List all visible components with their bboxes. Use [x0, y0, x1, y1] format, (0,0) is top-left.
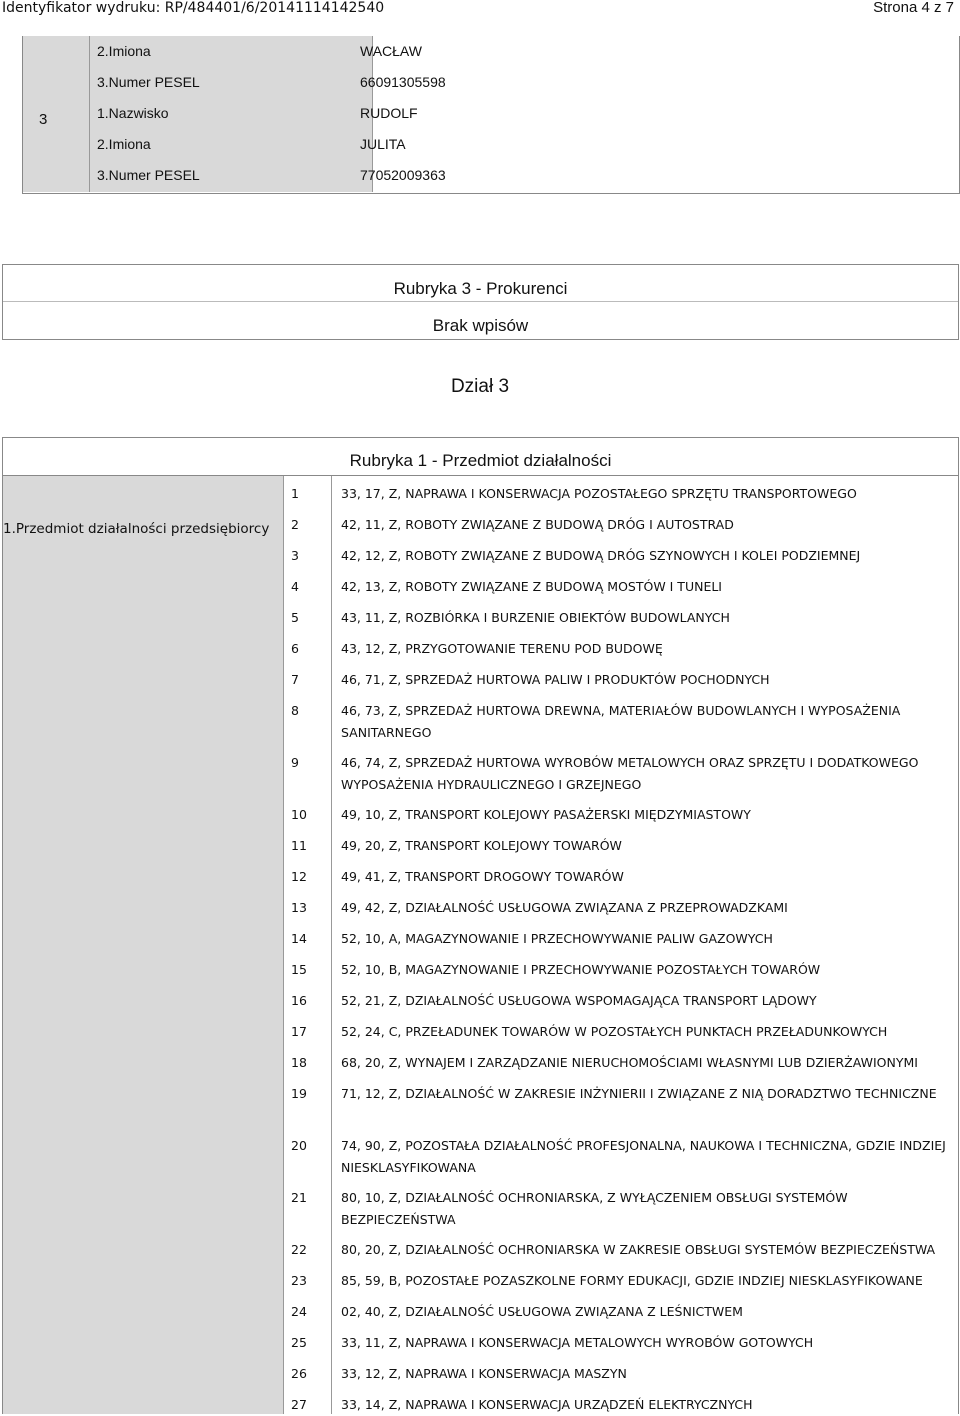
person-number: 3 [39, 111, 48, 128]
page-header [0, 0, 960, 22]
rubryka-1-title: Rubryka 1 - Przedmiot działalności [349, 451, 612, 470]
activity-number: 2 [291, 517, 299, 532]
page-number: Strona 4 z 7 [873, 0, 954, 16]
activity-number: 26 [291, 1366, 307, 1381]
activity-number: 1 [291, 486, 299, 501]
activity-number: 10 [291, 807, 307, 822]
field-value: RUDOLF [360, 105, 418, 121]
divider [3, 301, 958, 302]
activity-text: 74, 90, Z, POZOSTAŁA DZIAŁALNOŚĆ PROFESJONALNA, NAUKOWA I TECHNICZNA, GDZIE INDZIEJ NIESKLASYFIKOWANA [341, 1138, 946, 1175]
activity-number: 21 [291, 1190, 307, 1205]
person-number-cell [23, 36, 90, 192]
activity-text: 46, 73, Z, SPRZEDAŻ HURTOWA DREWNA, MATERIAŁÓW BUDOWLANYCH I WYPOSAŻENIA SANITARNEGO [341, 703, 901, 740]
activity-text: 80, 10, Z, DZIAŁALNOŚĆ OCHRONIARSKA, Z WYŁĄCZENIEM OBSŁUGI SYSTEMÓW BEZPIECZEŃSTWA [341, 1190, 848, 1227]
activity-number: 20 [291, 1138, 307, 1153]
activity-number: 19 [291, 1086, 307, 1101]
activity-number: 16 [291, 993, 307, 1008]
field-label: 1.Nazwisko [97, 105, 169, 121]
activity-number: 6 [291, 641, 299, 656]
activity-text: 52, 24, C, PRZEŁADUNEK TOWARÓW W POZOSTAŁYCH PUNKTACH PRZEŁADUNKOWYCH [341, 1024, 888, 1039]
activity-text: 33, 14, Z, NAPRAWA I KONSERWACJA URZĄDZEŃ ELEKTRYCZNYCH [341, 1397, 753, 1412]
label-column [3, 476, 284, 1414]
activity-text: 42, 13, Z, ROBOTY ZWIĄZANE Z BUDOWĄ MOSTÓW I TUNELI [341, 579, 722, 594]
activity-number: 13 [291, 900, 307, 915]
rubryka-3-title: Rubryka 3 - Prokurenci [393, 279, 568, 298]
activity-text: 46, 74, Z, SPRZEDAŻ HURTOWA WYROBÓW METALOWYCH ORAZ SPRZĘTU I DODATKOWEGO WYPOSAŻENIA HYDRAULICZNEGO I GRZEJNEGO [341, 755, 919, 792]
activity-number: 12 [291, 869, 307, 884]
activity-text: 49, 10, Z, TRANSPORT KOLEJOWY PASAŻERSKI MIĘDZYMIASTOWY [341, 807, 751, 822]
field-value: WACŁAW [360, 43, 422, 59]
activity-number: 9 [291, 755, 299, 770]
field-value: 66091305598 [360, 74, 446, 90]
print-identifier: Identyfikator wydruku: RP/484401/6/20141114142540 [2, 0, 385, 16]
activity-text: 52, 10, B, MAGAZYNOWANIE I PRZECHOWYWANIE POZOSTAŁYCH TOWARÓW [341, 962, 821, 977]
activity-number: 5 [291, 610, 299, 625]
field-value: 77052009363 [360, 167, 446, 183]
activity-text: 33, 11, Z, NAPRAWA I KONSERWACJA METALOWYCH WYROBÓW GOTOWYCH [341, 1335, 814, 1350]
people-table [22, 36, 960, 194]
section-title: Dział 3 [450, 376, 510, 397]
activity-text: 85, 59, B, POZOSTAŁE POZASZKOLNE FORMY EDUKACJI, GDZIE INDZIEJ NIESKLASYFIKOWANE [341, 1273, 923, 1288]
field-label: 3.Numer PESEL [97, 74, 200, 90]
activity-text: 52, 21, Z, DZIAŁALNOŚĆ USŁUGOWA WSPOMAGAJĄCA TRANSPORT LĄDOWY [341, 993, 817, 1008]
activity-text: 49, 20, Z, TRANSPORT KOLEJOWY TOWARÓW [341, 838, 622, 853]
activity-number: 17 [291, 1024, 307, 1039]
empty-entries-text: Brak wpisów [432, 316, 529, 335]
activity-text: 68, 20, Z, WYNAJEM I ZARZĄDZANIE NIERUCHOMOŚCIAMI WŁASNYMI LUB DZIERŻAWIONYMI [341, 1055, 918, 1070]
field-label: 2.Imiona [97, 43, 151, 59]
activity-number: 24 [291, 1304, 307, 1319]
activity-text: 71, 12, Z, DZIAŁALNOŚĆ W ZAKRESIE INŻYNIERII I ZWIĄZANE Z NIĄ DORADZTWO TECHNICZNE [341, 1086, 937, 1101]
activity-number: 11 [291, 838, 307, 853]
activity-number: 15 [291, 962, 307, 977]
rubryka-3-box [2, 264, 959, 340]
activity-text: 42, 12, Z, ROBOTY ZWIĄZANE Z BUDOWĄ DRÓG SZYNOWYCH I KOLEI PODZIEMNEJ [341, 548, 861, 563]
activity-text: 49, 42, Z, DZIAŁALNOŚĆ USŁUGOWA ZWIĄZANA Z PRZEPROWADZKAMI [341, 900, 788, 915]
activity-number: 8 [291, 703, 299, 718]
field-label: 2.Imiona [97, 136, 151, 152]
activity-text: 80, 20, Z, DZIAŁALNOŚĆ OCHRONIARSKA W ZAKRESIE OBSŁUGI SYSTEMÓW BEZPIECZEŃSTWA [341, 1242, 936, 1257]
field-label: 1.Przedmiot działalności przedsiębiorcy [3, 521, 270, 537]
activity-number: 27 [291, 1397, 307, 1412]
activity-number: 3 [291, 548, 299, 563]
activity-text: 43, 12, Z, PRZYGOTOWANIE TERENU POD BUDOWĘ [341, 641, 663, 656]
field-label: 3.Numer PESEL [97, 167, 200, 183]
activity-text: 52, 10, A, MAGAZYNOWANIE I PRZECHOWYWANIE PALIW GAZOWYCH [341, 931, 773, 946]
activity-number: 7 [291, 672, 299, 687]
activity-number: 4 [291, 579, 299, 594]
activity-text: 49, 41, Z, TRANSPORT DROGOWY TOWARÓW [341, 869, 624, 884]
rubryka-1-box [2, 437, 959, 1414]
activity-text: 46, 71, Z, SPRZEDAŻ HURTOWA PALIW I PRODUKTÓW POCHODNYCH [341, 672, 770, 687]
activity-text: 42, 11, Z, ROBOTY ZWIĄZANE Z BUDOWĄ DRÓG I AUTOSTRAD [341, 517, 734, 532]
activity-number: 23 [291, 1273, 307, 1288]
activity-number: 25 [291, 1335, 307, 1350]
activity-text: 43, 11, Z, ROZBIÓRKA I BURZENIE OBIEKTÓW BUDOWLANYCH [341, 610, 730, 625]
activity-number: 22 [291, 1242, 307, 1257]
field-value: JULITA [360, 136, 406, 152]
activity-number: 18 [291, 1055, 307, 1070]
activity-text: 02, 40, Z, DZIAŁALNOŚĆ USŁUGOWA ZWIĄZANA Z LEŚNICTWEM [341, 1304, 743, 1319]
activity-text: 33, 17, Z, NAPRAWA I KONSERWACJA POZOSTAŁEGO SPRZĘTU TRANSPORTOWEGO [341, 486, 857, 501]
activity-number: 14 [291, 931, 307, 946]
activity-text: 33, 12, Z, NAPRAWA I KONSERWACJA MASZYN [341, 1366, 627, 1381]
